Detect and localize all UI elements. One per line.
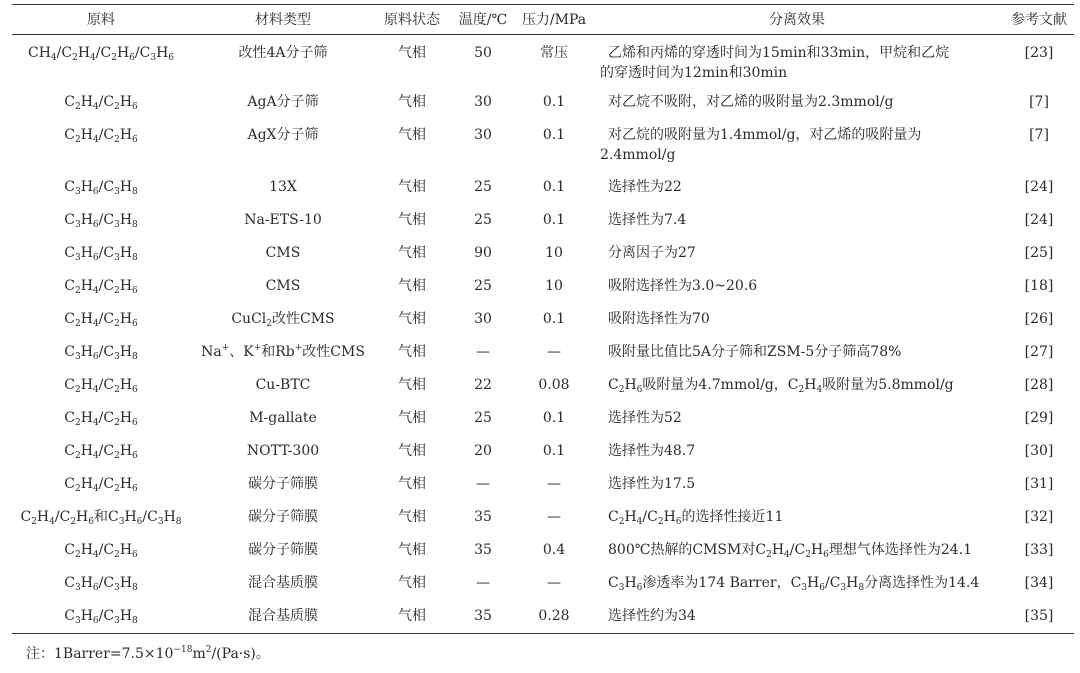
table-row [12,120,1074,172]
effect-line: 吸附选择性为70 [608,310,710,327]
cell-reference: [33] [1024,541,1054,558]
cell-temperature: 25 [474,211,492,228]
effect-line: 选择性约为34 [608,607,696,624]
effect-line: 吸附选择性为3.0~20.6 [608,277,758,294]
cell-feed-state: 气相 [398,244,426,261]
cell-reference: [30] [1024,442,1054,459]
cell-feed: $C_2H_4/C_2H_6$和$C_3H_6/C_3H_8$ [20,508,182,527]
cell-material-type: AgX分子筛 [247,126,319,143]
cell-pressure: 0.4 [542,541,566,558]
effect-line: $C_2H_6$吸附量为4.7mmol/g，$C_2H_4$吸附量为5.8mmol/g [608,376,954,395]
cell-temperature: — [476,475,490,492]
cell-feed: $C_3H_6/C_3H_8$ [64,574,138,593]
cell-temperature: 50 [474,45,492,61]
separation-table [12,4,1074,634]
cell-pressure: 0.1 [542,211,566,228]
cell-feed: $C_2H_4/C_2H_6$ [64,126,138,145]
cell-feed-state: 气相 [398,574,426,591]
cell-pressure: 10 [545,277,563,294]
cell-temperature: 25 [474,277,492,294]
table-row [12,469,1074,502]
cell-feed-state: 气相 [398,45,426,61]
table-row [12,535,1074,568]
cell-temperature: 30 [474,93,492,110]
cell-temperature: 22 [474,376,492,393]
cell-pressure: 0.08 [538,376,570,393]
effect-line: 800℃热解的CMSM对$C_2H_4/C_2H_6$理想气体选择性为24.1 [608,541,973,560]
cell-pressure: — [547,475,561,492]
cell-temperature: 35 [474,508,492,525]
cell-feed: $C_2H_4/C_2H_6$ [64,277,138,296]
cell-separation-effect [590,337,1004,370]
cell-feed: $C_3H_6/C_3H_8$ [64,343,138,362]
cell-feed-state: 气相 [398,178,426,195]
cell-reference: [24] [1024,211,1054,228]
cell-separation-effect [590,271,1004,304]
cell-feed-state: 气相 [398,475,426,492]
cell-reference: [26] [1024,310,1054,327]
effect-line: 选择性为7.4 [608,211,687,228]
cell-separation-effect [590,120,1004,172]
header-feed: 原料 [12,5,190,35]
cell-feed: $C_2H_4/C_2H_6$ [64,310,138,329]
table-row [12,370,1074,403]
cell-feed-state: 气相 [398,409,426,426]
cell-material-type: CMS [265,244,301,261]
cell-temperature: 30 [474,310,492,327]
cell-material-type: 碳分子筛膜 [248,508,318,525]
cell-separation-effect [590,370,1004,403]
cell-separation-effect [590,172,1004,205]
cell-feed: $C_2H_4/C_2H_6$ [64,475,138,494]
cell-reference: [18] [1024,277,1054,294]
effect-line: 分离因子为27 [608,244,696,261]
cell-reference: [34] [1024,574,1054,591]
table-footnote: 注：$1Barrer=7.5\times 10^{-18}m^2/(Pa\cdot s)$。 [26,645,270,662]
effect-line: 乙烯和丙烯的穿透时间为15min和33min，甲烷和乙烷 [608,45,950,61]
cell-separation-effect [590,568,1004,601]
cell-feed-state: 气相 [398,508,426,525]
cell-feed: $C_3H_6/C_3H_8$ [64,244,138,263]
cell-temperature: 35 [474,541,492,558]
cell-separation-effect [590,535,1004,568]
cell-feed-state: 气相 [398,93,426,110]
cell-pressure: 0.1 [542,442,566,459]
cell-temperature: — [476,574,490,591]
cell-separation-effect [590,601,1004,634]
cell-feed-state: 气相 [398,607,426,624]
table-row [12,271,1074,304]
table-row [12,205,1074,238]
effect-line: 选择性为52 [608,409,682,426]
cell-feed-state: 气相 [398,541,426,558]
cell-temperature: 25 [474,178,492,195]
cell-pressure: 10 [545,244,563,261]
cell-reference: [31] [1024,475,1054,492]
table-row [12,304,1074,337]
cell-reference: [25] [1024,244,1054,261]
effect-line: 2.4mmol/g [600,146,676,163]
cell-reference: [24] [1024,178,1054,195]
table-row [12,403,1074,436]
cell-pressure: 0.1 [542,310,566,327]
cell-material-type: AgA分子筛 [247,93,319,110]
cell-temperature: 90 [474,244,492,261]
cell-material-type: 改性4A分子筛 [238,45,328,61]
cell-pressure: 0.28 [538,607,570,624]
table-body [12,35,1074,634]
cell-material-type: CuCl$_2$改性CMS [231,310,335,329]
cell-reference: [27] [1024,343,1054,360]
cell-feed-state: 气相 [398,376,426,393]
cell-separation-effect [590,502,1004,535]
table-header-row [12,5,1074,35]
effect-line: 对乙烷的吸附量为1.4mmol/g，对乙烯的吸附量为 [608,126,922,143]
cell-feed: $C_2H_4/C_2H_6$ [64,376,138,395]
cell-material-type: 碳分子筛膜 [248,541,318,558]
cell-separation-effect [590,87,1004,120]
cell-material-type: NOTT-300 [246,442,320,459]
cell-material-type: CMS [265,277,301,294]
cell-reference: [23] [1024,45,1054,61]
cell-feed: $C_3H_6/C_3H_8$ [64,211,138,230]
cell-material-type: 碳分子筛膜 [248,475,318,492]
cell-separation-effect [590,205,1004,238]
cell-feed: $C_2H_4/C_2H_6$ [64,93,138,112]
table-row [12,436,1074,469]
cell-feed: $C_3H_6/C_3H_8$ [64,178,138,197]
cell-temperature: 25 [474,409,492,426]
cell-pressure: 0.1 [542,409,566,426]
cell-separation-effect [590,403,1004,436]
cell-material-type: M-gallate [249,409,317,426]
effect-line: 选择性为22 [608,178,682,195]
effect-line: 对乙烷不吸附，对乙烯的吸附量为2.3mmol/g [608,93,894,110]
cell-reference: [7] [1029,93,1049,110]
cell-feed: $CH_4/C_2H_4/C_2H_6/C_3H_6$ [27,45,175,63]
cell-pressure: — [547,508,561,525]
cell-feed-state: 气相 [398,211,426,228]
cell-feed-state: 气相 [398,442,426,459]
cell-feed-state: 气相 [398,126,426,143]
cell-material-type: Na+、K+和Rb+改性CMS [201,342,365,360]
table-row [12,35,1074,87]
cell-material-type: 混合基质膜 [248,574,318,591]
cell-reference: [35] [1024,607,1054,624]
cell-separation-effect [590,436,1004,469]
effect-line: 的穿透时间为12min和30min [600,65,788,81]
cell-reference: [7] [1029,126,1049,143]
table-row [12,568,1074,601]
cell-separation-effect [590,304,1004,337]
effect-line: $C_2H_4/C_2H_6$的选择性接近11 [608,508,784,527]
table-row [12,238,1074,271]
effect-line: 选择性为17.5 [608,475,696,492]
effect-line: 选择性为48.7 [608,442,696,459]
cell-separation-effect [590,35,1004,87]
cell-pressure: — [547,574,561,591]
cell-feed: $C_2H_4/C_2H_6$ [64,442,138,461]
cell-reference: [32] [1024,508,1054,525]
cell-material-type: 13X [269,178,297,195]
cell-temperature: 30 [474,126,492,143]
table-row [12,502,1074,535]
header-feed-state: 原料状态 [376,5,448,35]
cell-material-type: 混合基质膜 [248,607,318,624]
table-row [12,87,1074,120]
cell-pressure: — [547,343,561,360]
cell-temperature: 35 [474,607,492,624]
cell-material-type: Cu-BTC [255,376,311,393]
cell-reference: [29] [1024,409,1054,426]
cell-feed-state: 气相 [398,277,426,294]
header-pressure: 压力/MPa [518,5,590,35]
header-reference: 参考文献 [1004,5,1074,35]
cell-pressure: 0.1 [542,93,566,110]
cell-temperature: 20 [474,442,492,459]
cell-separation-effect [590,469,1004,502]
cell-feed: $C_2H_4/C_2H_6$ [64,541,138,560]
cell-pressure: 常压 [540,45,568,61]
effect-line: $C_3H_6$渗透率为174 Barrer，$C_3H_6/C_3H_8$分离选择性为14.4 [608,574,980,593]
cell-pressure: 0.1 [542,178,566,195]
cell-feed: $C_2H_4/C_2H_6$ [64,409,138,428]
cell-separation-effect [590,238,1004,271]
cell-temperature: — [476,343,490,360]
table-row [12,172,1074,205]
effect-line: 吸附量比值比5A分子筛和ZSM-5分子筛高78% [608,343,902,360]
header-material-type: 材料类型 [190,5,376,35]
cell-pressure: 0.1 [542,126,566,143]
header-separation-effect: 分离效果 [590,5,1004,35]
cell-material-type: Na-ETS-10 [244,211,322,228]
table-row [12,601,1074,634]
cell-feed-state: 气相 [398,310,426,327]
cell-reference: [28] [1024,376,1054,393]
header-temperature: 温度/℃ [448,5,518,35]
table-row [12,337,1074,370]
cell-feed: $C_3H_6/C_3H_8$ [64,607,138,626]
cell-feed-state: 气相 [398,343,426,360]
